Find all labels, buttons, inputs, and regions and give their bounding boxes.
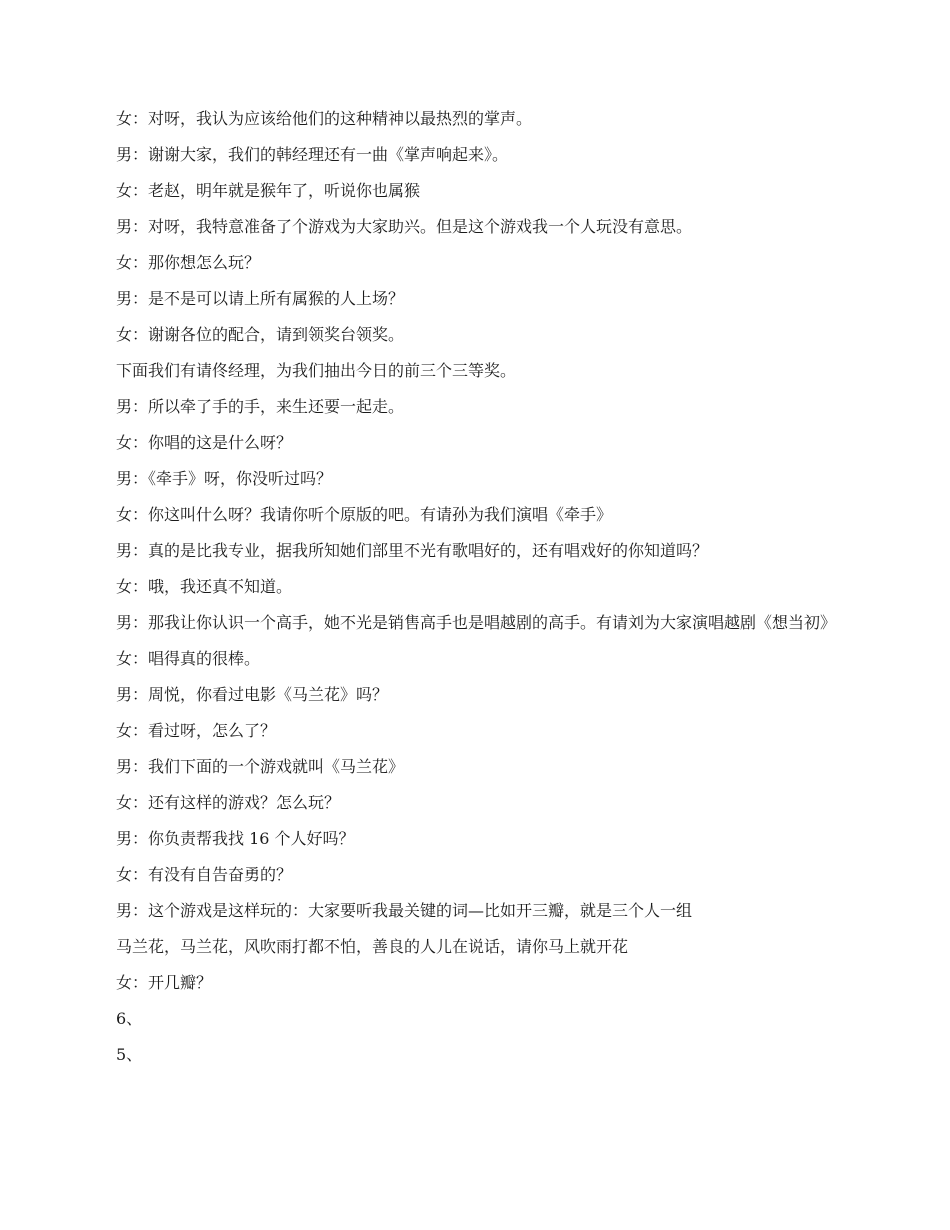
text-line: 男：谢谢大家，我们的韩经理还有一曲《掌声响起来》。 xyxy=(116,145,509,164)
document-body xyxy=(116,108,846,1080)
text-line: 女：你这叫什么呀？我请你听个原版的吧。有请孙为我们演唱《牵手》 xyxy=(116,505,613,524)
text-line: 女：老赵，明年就是猴年了，听说你也属猴 xyxy=(116,181,421,200)
text-line: 女：开几瓣？ xyxy=(116,973,213,992)
text-line: 男：我们下面的一个游戏就叫《马兰花》 xyxy=(116,757,405,776)
text-line: 下面我们有请佟经理，为我们抽出今日的前三个三等奖。 xyxy=(116,361,517,380)
text-line: 女：对呀，我认为应该给他们的这种精神以最热烈的掌声。 xyxy=(116,109,533,128)
text-line: 女：那你想怎么玩？ xyxy=(116,253,261,272)
text-line: 马兰花，马兰花，风吹雨打都不怕，善良的人儿在说话，请你马上就开花 xyxy=(116,937,629,956)
text-line: 男：那我让你认识一个高手，她不光是销售高手也是唱越剧的高手。有请刘为大家演唱越剧《想当初》 xyxy=(116,613,837,632)
text-line: 女：唱得真的很棒。 xyxy=(116,649,261,668)
text-line: 女：你唱的这是什么呀？ xyxy=(116,433,293,452)
text-line: 男：周悦，你看过电影《马兰花》吗？ xyxy=(116,685,389,704)
text-line: 女：还有这样的游戏？怎么玩？ xyxy=(116,793,341,812)
text-line: 6、 xyxy=(116,1009,143,1028)
text-line: 男：所以牵了手的手，来生还要一起走。 xyxy=(116,397,405,416)
text-line: 女：哦，我还真不知道。 xyxy=(116,577,293,596)
text-line: 女：看过呀，怎么了？ xyxy=(116,721,277,740)
text-line: 男：《牵手》呀，你没听过吗？ xyxy=(116,469,333,488)
text-line: 男：对呀，我特意准备了个游戏为大家助兴。但是这个游戏我一个人玩没有意思。 xyxy=(116,217,693,236)
text-line: 男：是不是可以请上所有属猴的人上场？ xyxy=(116,289,405,308)
text-line: 男：你负责帮我找 16 个人好吗？ xyxy=(116,829,355,848)
text-line: 男：这个游戏是这样玩的：大家要听我最关键的词—比如开三瓣，就是三个人一组 xyxy=(116,901,693,920)
text-line: 女：谢谢各位的配合，请到领奖台领奖。 xyxy=(116,325,405,344)
text-line: 5、 xyxy=(116,1045,143,1064)
text-line: 男：真的是比我专业，据我所知她们部里不光有歌唱好的，还有唱戏好的你知道吗？ xyxy=(116,541,709,560)
text-line: 女：有没有自告奋勇的？ xyxy=(116,865,293,884)
